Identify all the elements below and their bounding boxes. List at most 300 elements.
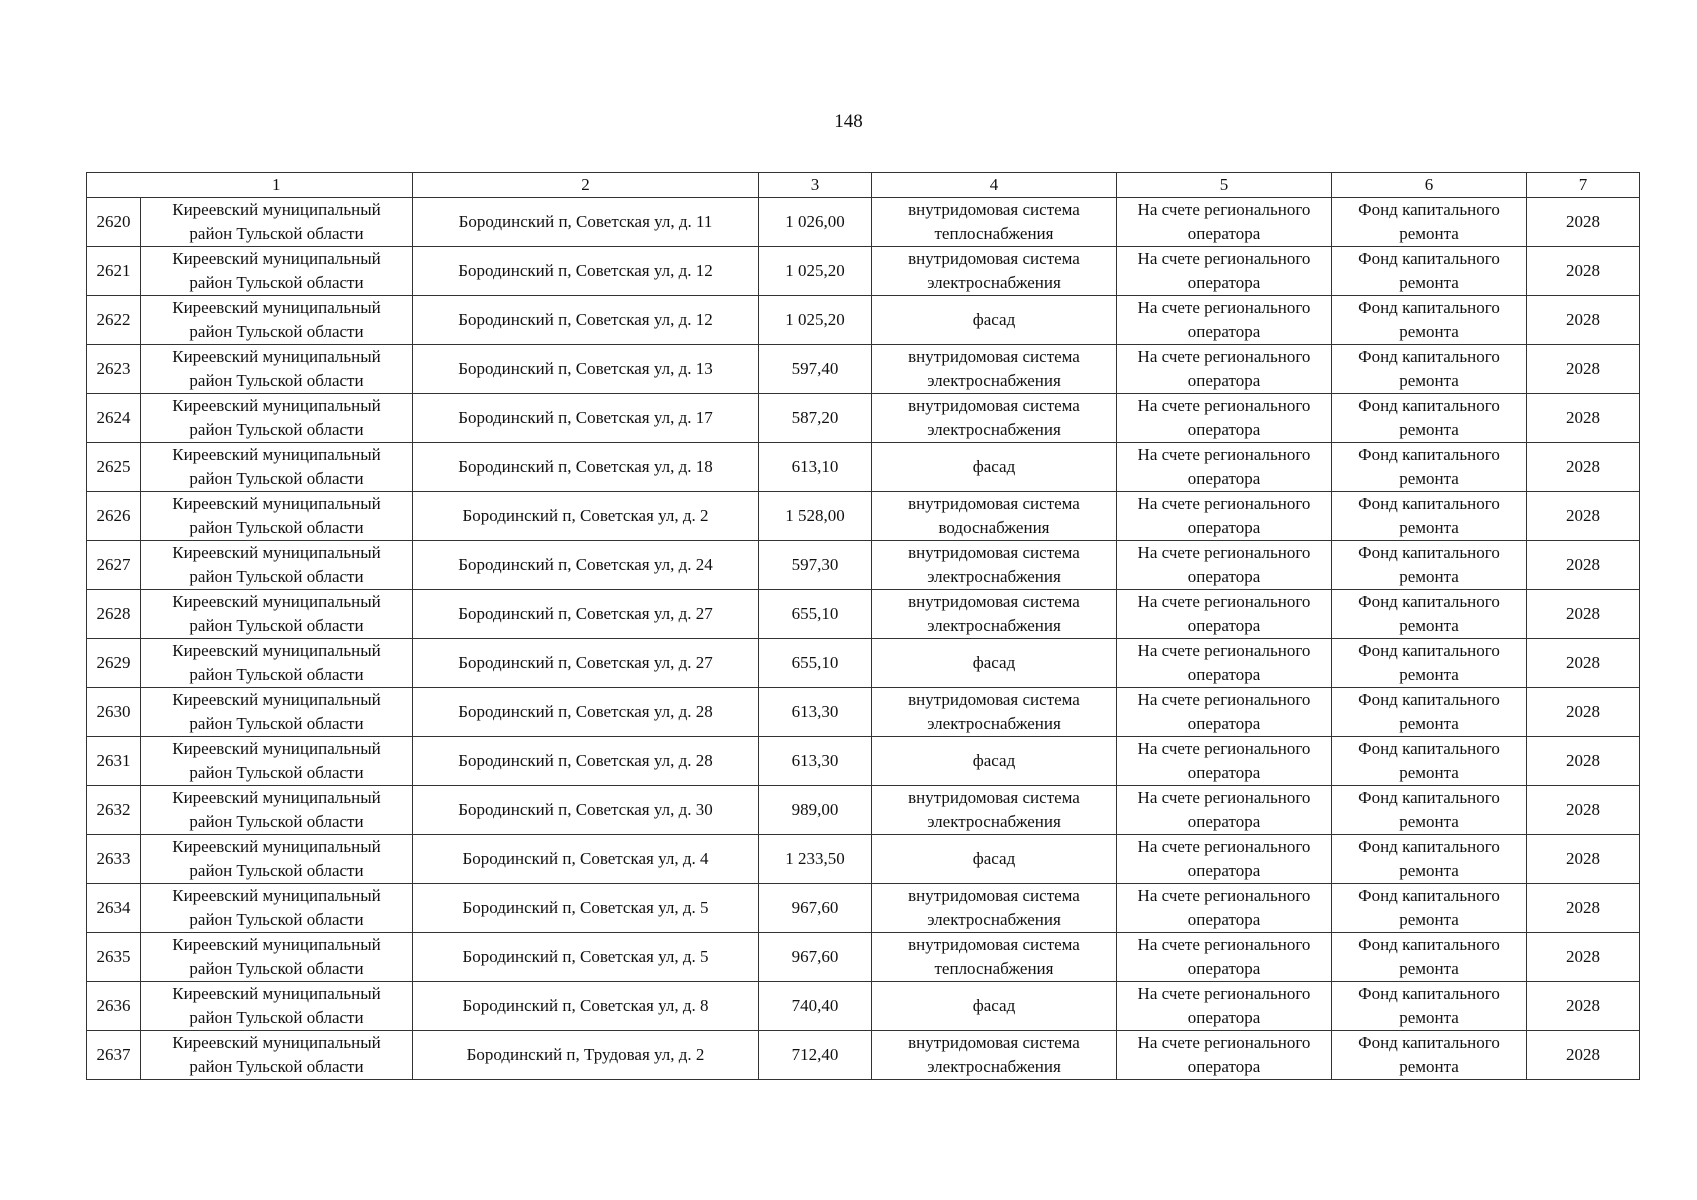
system-cell-line: фасад <box>972 310 1016 329</box>
system-cell-line: внутридомовая система <box>908 690 1080 709</box>
district-cell <box>141 590 413 639</box>
table-row <box>87 198 1640 247</box>
system-cell <box>872 688 1117 737</box>
fund-cell-line: Фонд капитального <box>1358 445 1500 464</box>
fund-cell <box>1332 247 1527 296</box>
fund-cell-line: Фонд капитального <box>1358 641 1500 660</box>
fund-cell <box>1332 296 1527 345</box>
fund-cell <box>1332 492 1527 541</box>
system-cell-line: электроснабжения <box>927 567 1061 586</box>
system-cell-line: внутридомовая система <box>908 788 1080 807</box>
district-cell-line: район Тульской области <box>189 273 364 292</box>
address-cell: Бородинский п, Советская ул, д. 2 <box>413 492 759 541</box>
account-cell-line: оператора <box>1187 224 1261 243</box>
account-cell-line: оператора <box>1187 616 1261 635</box>
account-cell-line: оператора <box>1187 665 1261 684</box>
table-row <box>87 590 1640 639</box>
district-cell-line: Киреевский муниципальный <box>172 494 381 513</box>
address-cell: Бородинский п, Советская ул, д. 17 <box>413 394 759 443</box>
address-cell: Бородинский п, Советская ул, д. 8 <box>413 982 759 1031</box>
system-cell-line: фасад <box>972 996 1016 1015</box>
area-cell: 740,40 <box>759 982 872 1031</box>
system-cell <box>872 345 1117 394</box>
district-cell-line: район Тульской области <box>189 224 364 243</box>
system-cell-line: электроснабжения <box>927 1057 1061 1076</box>
district-cell <box>141 933 413 982</box>
fund-cell <box>1332 884 1527 933</box>
system-cell <box>872 737 1117 786</box>
table-row <box>87 345 1640 394</box>
district-cell-line: район Тульской области <box>189 861 364 880</box>
row-number-cell: 2629 <box>87 639 141 688</box>
row-number-cell: 2620 <box>87 198 141 247</box>
account-cell-line: На счете регионального <box>1137 739 1311 758</box>
row-number-cell: 2630 <box>87 688 141 737</box>
fund-cell-line: Фонд капитального <box>1358 298 1500 317</box>
district-cell-line: Киреевский муниципальный <box>172 200 381 219</box>
district-cell <box>141 345 413 394</box>
system-cell <box>872 786 1117 835</box>
fund-cell-line: ремонта <box>1399 861 1459 880</box>
year-cell: 2028 <box>1527 492 1640 541</box>
district-cell-line: район Тульской области <box>189 469 364 488</box>
system-cell-line: электроснабжения <box>927 420 1061 439</box>
year-cell: 2028 <box>1527 737 1640 786</box>
system-cell-line: внутридомовая система <box>908 396 1080 415</box>
table-row <box>87 786 1640 835</box>
district-cell-line: район Тульской области <box>189 910 364 929</box>
fund-cell-line: Фонд капитального <box>1358 739 1500 758</box>
system-cell <box>872 982 1117 1031</box>
account-cell-line: оператора <box>1187 567 1261 586</box>
system-cell-line: электроснабжения <box>927 910 1061 929</box>
system-cell <box>872 492 1117 541</box>
system-cell-line: водоснабжения <box>938 518 1050 537</box>
row-number-cell: 2628 <box>87 590 141 639</box>
header-cell-7: 7 <box>1527 173 1640 198</box>
district-cell-line: район Тульской области <box>189 420 364 439</box>
header-cell-6: 6 <box>1332 173 1527 198</box>
district-cell-line: Киреевский муниципальный <box>172 543 381 562</box>
system-cell <box>872 541 1117 590</box>
district-cell <box>141 296 413 345</box>
account-cell-line: На счете регионального <box>1137 1033 1311 1052</box>
table-row <box>87 835 1640 884</box>
fund-cell-line: ремонта <box>1399 1057 1459 1076</box>
fund-cell-line: Фонд капитального <box>1358 935 1500 954</box>
district-cell <box>141 1031 413 1080</box>
year-cell: 2028 <box>1527 394 1640 443</box>
table-row <box>87 296 1640 345</box>
district-cell-line: Киреевский муниципальный <box>172 592 381 611</box>
fund-cell-line: Фонд капитального <box>1358 494 1500 513</box>
fund-cell-line: ремонта <box>1399 714 1459 733</box>
fund-cell <box>1332 345 1527 394</box>
year-cell: 2028 <box>1527 933 1640 982</box>
account-cell-line: На счете регионального <box>1137 445 1311 464</box>
year-cell: 2028 <box>1527 639 1640 688</box>
address-cell: Бородинский п, Советская ул, д. 24 <box>413 541 759 590</box>
system-cell-line: фасад <box>972 849 1016 868</box>
account-cell-line: На счете регионального <box>1137 494 1311 513</box>
fund-cell-line: ремонта <box>1399 959 1459 978</box>
fund-cell-line: ремонта <box>1399 273 1459 292</box>
account-cell <box>1117 786 1332 835</box>
account-cell <box>1117 198 1332 247</box>
district-cell <box>141 982 413 1031</box>
district-cell-line: Киреевский муниципальный <box>172 641 381 660</box>
system-cell <box>872 590 1117 639</box>
row-number-cell: 2625 <box>87 443 141 492</box>
year-cell: 2028 <box>1527 688 1640 737</box>
system-cell <box>872 296 1117 345</box>
fund-cell-line: Фонд капитального <box>1358 788 1500 807</box>
district-cell-line: район Тульской области <box>189 322 364 341</box>
district-cell-line: район Тульской области <box>189 616 364 635</box>
fund-cell <box>1332 541 1527 590</box>
fund-cell-line: ремонта <box>1399 910 1459 929</box>
district-cell-line: район Тульской области <box>189 567 364 586</box>
year-cell: 2028 <box>1527 443 1640 492</box>
area-cell: 655,10 <box>759 590 872 639</box>
fund-cell <box>1332 590 1527 639</box>
district-cell-line: район Тульской области <box>189 665 364 684</box>
fund-cell <box>1332 1031 1527 1080</box>
address-cell: Бородинский п, Советская ул, д. 30 <box>413 786 759 835</box>
table-row <box>87 247 1640 296</box>
district-cell-line: Киреевский муниципальный <box>172 396 381 415</box>
system-cell <box>872 198 1117 247</box>
area-cell: 1 528,00 <box>759 492 872 541</box>
account-cell-line: На счете регионального <box>1137 200 1311 219</box>
year-cell: 2028 <box>1527 198 1640 247</box>
district-cell <box>141 835 413 884</box>
account-cell-line: оператора <box>1187 420 1261 439</box>
account-cell <box>1117 541 1332 590</box>
year-cell: 2028 <box>1527 786 1640 835</box>
area-cell: 1 025,20 <box>759 247 872 296</box>
district-cell <box>141 541 413 590</box>
fund-cell-line: ремонта <box>1399 371 1459 390</box>
district-cell-line: район Тульской области <box>189 763 364 782</box>
district-cell <box>141 737 413 786</box>
row-number-cell: 2631 <box>87 737 141 786</box>
district-cell <box>141 247 413 296</box>
fund-cell-line: Фонд капитального <box>1358 347 1500 366</box>
address-cell: Бородинский п, Советская ул, д. 12 <box>413 296 759 345</box>
row-number-cell: 2635 <box>87 933 141 982</box>
table-row <box>87 884 1640 933</box>
fund-cell-line: ремонта <box>1399 469 1459 488</box>
area-cell: 597,40 <box>759 345 872 394</box>
area-cell: 967,60 <box>759 933 872 982</box>
fund-cell-line: ремонта <box>1399 616 1459 635</box>
district-cell <box>141 492 413 541</box>
system-cell-line: фасад <box>972 751 1016 770</box>
address-cell: Бородинский п, Советская ул, д. 13 <box>413 345 759 394</box>
system-cell <box>872 247 1117 296</box>
page-number: 148 <box>834 111 863 132</box>
district-cell-line: Киреевский муниципальный <box>172 739 381 758</box>
system-cell <box>872 394 1117 443</box>
district-cell-line: Киреевский муниципальный <box>172 886 381 905</box>
district-cell-line: Киреевский муниципальный <box>172 347 381 366</box>
row-number-cell: 2623 <box>87 345 141 394</box>
area-cell: 967,60 <box>759 884 872 933</box>
fund-cell <box>1332 737 1527 786</box>
fund-cell-line: Фонд капитального <box>1358 200 1500 219</box>
district-cell <box>141 884 413 933</box>
district-cell-line: район Тульской области <box>189 371 364 390</box>
fund-cell-line: ремонта <box>1399 812 1459 831</box>
fund-cell-line: Фонд капитального <box>1358 1033 1500 1052</box>
year-cell: 2028 <box>1527 296 1640 345</box>
system-cell-line: внутридомовая система <box>908 886 1080 905</box>
system-cell-line: внутридомовая система <box>908 1033 1080 1052</box>
account-cell-line: оператора <box>1187 959 1261 978</box>
row-number-cell: 2621 <box>87 247 141 296</box>
system-cell <box>872 443 1117 492</box>
fund-cell <box>1332 933 1527 982</box>
header-cell-blank <box>87 173 141 198</box>
area-cell: 655,10 <box>759 639 872 688</box>
district-cell-line: Киреевский муниципальный <box>172 837 381 856</box>
register-table <box>86 172 1640 1080</box>
system-cell-line: теплоснабжения <box>934 959 1054 978</box>
fund-cell <box>1332 688 1527 737</box>
system-cell <box>872 639 1117 688</box>
area-cell: 613,30 <box>759 688 872 737</box>
system-cell <box>872 835 1117 884</box>
account-cell <box>1117 492 1332 541</box>
fund-cell <box>1332 443 1527 492</box>
account-cell <box>1117 394 1332 443</box>
table-row <box>87 1031 1640 1080</box>
area-cell: 1 233,50 <box>759 835 872 884</box>
fund-cell-line: Фонд капитального <box>1358 249 1500 268</box>
account-cell <box>1117 443 1332 492</box>
district-cell-line: Киреевский муниципальный <box>172 935 381 954</box>
account-cell-line: оператора <box>1187 273 1261 292</box>
year-cell: 2028 <box>1527 1031 1640 1080</box>
system-cell <box>872 884 1117 933</box>
table-row <box>87 688 1640 737</box>
row-number-cell: 2627 <box>87 541 141 590</box>
district-cell <box>141 688 413 737</box>
address-cell: Бородинский п, Советская ул, д. 5 <box>413 884 759 933</box>
address-cell: Бородинский п, Советская ул, д. 11 <box>413 198 759 247</box>
account-cell-line: На счете регионального <box>1137 886 1311 905</box>
year-cell: 2028 <box>1527 345 1640 394</box>
fund-cell-line: ремонта <box>1399 1008 1459 1027</box>
account-cell-line: оператора <box>1187 371 1261 390</box>
district-cell-line: Киреевский муниципальный <box>172 298 381 317</box>
area-cell: 1 026,00 <box>759 198 872 247</box>
account-cell-line: На счете регионального <box>1137 837 1311 856</box>
account-cell <box>1117 639 1332 688</box>
header-cell-5: 5 <box>1117 173 1332 198</box>
year-cell: 2028 <box>1527 835 1640 884</box>
account-cell-line: оператора <box>1187 322 1261 341</box>
row-number-cell: 2637 <box>87 1031 141 1080</box>
account-cell-line: На счете регионального <box>1137 347 1311 366</box>
system-cell-line: электроснабжения <box>927 273 1061 292</box>
row-number-cell: 2633 <box>87 835 141 884</box>
account-cell-line: оператора <box>1187 861 1261 880</box>
table-body <box>87 198 1640 1080</box>
address-cell: Бородинский п, Советская ул, д. 27 <box>413 639 759 688</box>
table-row <box>87 541 1640 590</box>
address-cell: Бородинский п, Советская ул, д. 28 <box>413 688 759 737</box>
fund-cell <box>1332 639 1527 688</box>
area-cell: 597,30 <box>759 541 872 590</box>
account-cell <box>1117 1031 1332 1080</box>
account-cell-line: оператора <box>1187 1008 1261 1027</box>
area-cell: 1 025,20 <box>759 296 872 345</box>
account-cell <box>1117 737 1332 786</box>
district-cell-line: Киреевский муниципальный <box>172 1033 381 1052</box>
district-cell-line: Киреевский муниципальный <box>172 984 381 1003</box>
area-cell: 587,20 <box>759 394 872 443</box>
account-cell <box>1117 345 1332 394</box>
year-cell: 2028 <box>1527 982 1640 1031</box>
year-cell: 2028 <box>1527 541 1640 590</box>
row-number-cell: 2632 <box>87 786 141 835</box>
year-cell: 2028 <box>1527 884 1640 933</box>
fund-cell-line: ремонта <box>1399 518 1459 537</box>
system-cell-line: внутридомовая система <box>908 592 1080 611</box>
table-row <box>87 982 1640 1031</box>
fund-cell-line: ремонта <box>1399 665 1459 684</box>
header-cell-2: 2 <box>413 173 759 198</box>
account-cell <box>1117 982 1332 1031</box>
system-cell-line: фасад <box>972 457 1016 476</box>
area-cell: 613,30 <box>759 737 872 786</box>
system-cell-line: внутридомовая система <box>908 200 1080 219</box>
address-cell: Бородинский п, Советская ул, д. 28 <box>413 737 759 786</box>
district-cell-line: Киреевский муниципальный <box>172 249 381 268</box>
district-cell-line: район Тульской области <box>189 959 364 978</box>
system-cell-line: внутридомовая система <box>908 494 1080 513</box>
district-cell-line: район Тульской области <box>189 518 364 537</box>
area-cell: 712,40 <box>759 1031 872 1080</box>
account-cell <box>1117 247 1332 296</box>
fund-cell-line: Фонд капитального <box>1358 984 1500 1003</box>
account-cell-line: оператора <box>1187 518 1261 537</box>
district-cell-line: Киреевский муниципальный <box>172 788 381 807</box>
system-cell-line: электроснабжения <box>927 714 1061 733</box>
table-row <box>87 492 1640 541</box>
system-cell-line: теплоснабжения <box>934 224 1054 243</box>
fund-cell-line: Фонд капитального <box>1358 690 1500 709</box>
row-number-cell: 2626 <box>87 492 141 541</box>
fund-cell-line: Фонд капитального <box>1358 886 1500 905</box>
row-number-cell: 2624 <box>87 394 141 443</box>
account-cell-line: На счете регионального <box>1137 396 1311 415</box>
header-cell-1: 1 <box>141 173 413 198</box>
fund-cell-line: ремонта <box>1399 763 1459 782</box>
fund-cell-line: Фонд капитального <box>1358 592 1500 611</box>
row-number-cell: 2634 <box>87 884 141 933</box>
district-cell <box>141 394 413 443</box>
table-row <box>87 394 1640 443</box>
system-cell-line: внутридомовая система <box>908 935 1080 954</box>
district-cell-line: район Тульской области <box>189 1008 364 1027</box>
district-cell <box>141 443 413 492</box>
row-number-cell: 2622 <box>87 296 141 345</box>
system-cell-line: электроснабжения <box>927 371 1061 390</box>
district-cell-line: район Тульской области <box>189 714 364 733</box>
address-cell: Бородинский п, Советская ул, д. 27 <box>413 590 759 639</box>
account-cell-line: На счете регионального <box>1137 592 1311 611</box>
year-cell: 2028 <box>1527 590 1640 639</box>
header-cell-3: 3 <box>759 173 872 198</box>
fund-cell-line: ремонта <box>1399 420 1459 439</box>
account-cell-line: На счете регионального <box>1137 984 1311 1003</box>
account-cell-line: оператора <box>1187 812 1261 831</box>
account-cell <box>1117 590 1332 639</box>
account-cell <box>1117 933 1332 982</box>
district-cell-line: Киреевский муниципальный <box>172 690 381 709</box>
fund-cell-line: ремонта <box>1399 224 1459 243</box>
account-cell-line: На счете регионального <box>1137 249 1311 268</box>
account-cell-line: На счете регионального <box>1137 641 1311 660</box>
address-cell: Бородинский п, Советская ул, д. 12 <box>413 247 759 296</box>
fund-cell-line: Фонд капитального <box>1358 837 1500 856</box>
system-cell-line: фасад <box>972 653 1016 672</box>
system-cell-line: внутридомовая система <box>908 543 1080 562</box>
fund-cell <box>1332 835 1527 884</box>
table-header <box>87 173 1640 198</box>
table-row <box>87 443 1640 492</box>
fund-cell <box>1332 786 1527 835</box>
account-cell <box>1117 835 1332 884</box>
table-row <box>87 737 1640 786</box>
address-cell: Бородинский п, Советская ул, д. 5 <box>413 933 759 982</box>
fund-cell <box>1332 394 1527 443</box>
district-cell <box>141 198 413 247</box>
address-cell: Бородинский п, Советская ул, д. 18 <box>413 443 759 492</box>
district-cell-line: Киреевский муниципальный <box>172 445 381 464</box>
fund-cell <box>1332 198 1527 247</box>
account-cell <box>1117 884 1332 933</box>
district-cell <box>141 639 413 688</box>
system-cell-line: внутридомовая система <box>908 249 1080 268</box>
address-cell: Бородинский п, Трудовая ул, д. 2 <box>413 1031 759 1080</box>
system-cell-line: электроснабжения <box>927 616 1061 635</box>
account-cell-line: На счете регионального <box>1137 935 1311 954</box>
fund-cell <box>1332 982 1527 1031</box>
area-cell: 989,00 <box>759 786 872 835</box>
fund-cell-line: ремонта <box>1399 567 1459 586</box>
fund-cell-line: Фонд капитального <box>1358 396 1500 415</box>
account-cell-line: оператора <box>1187 763 1261 782</box>
account-cell-line: оператора <box>1187 910 1261 929</box>
fund-cell-line: ремонта <box>1399 322 1459 341</box>
address-cell: Бородинский п, Советская ул, д. 4 <box>413 835 759 884</box>
header-row <box>87 173 1640 198</box>
fund-cell-line: Фонд капитального <box>1358 543 1500 562</box>
area-cell: 613,10 <box>759 443 872 492</box>
account-cell-line: оператора <box>1187 1057 1261 1076</box>
system-cell <box>872 1031 1117 1080</box>
account-cell-line: На счете регионального <box>1137 543 1311 562</box>
account-cell-line: оператора <box>1187 469 1261 488</box>
system-cell-line: электроснабжения <box>927 812 1061 831</box>
district-cell-line: район Тульской области <box>189 812 364 831</box>
system-cell <box>872 933 1117 982</box>
account-cell-line: На счете регионального <box>1137 298 1311 317</box>
